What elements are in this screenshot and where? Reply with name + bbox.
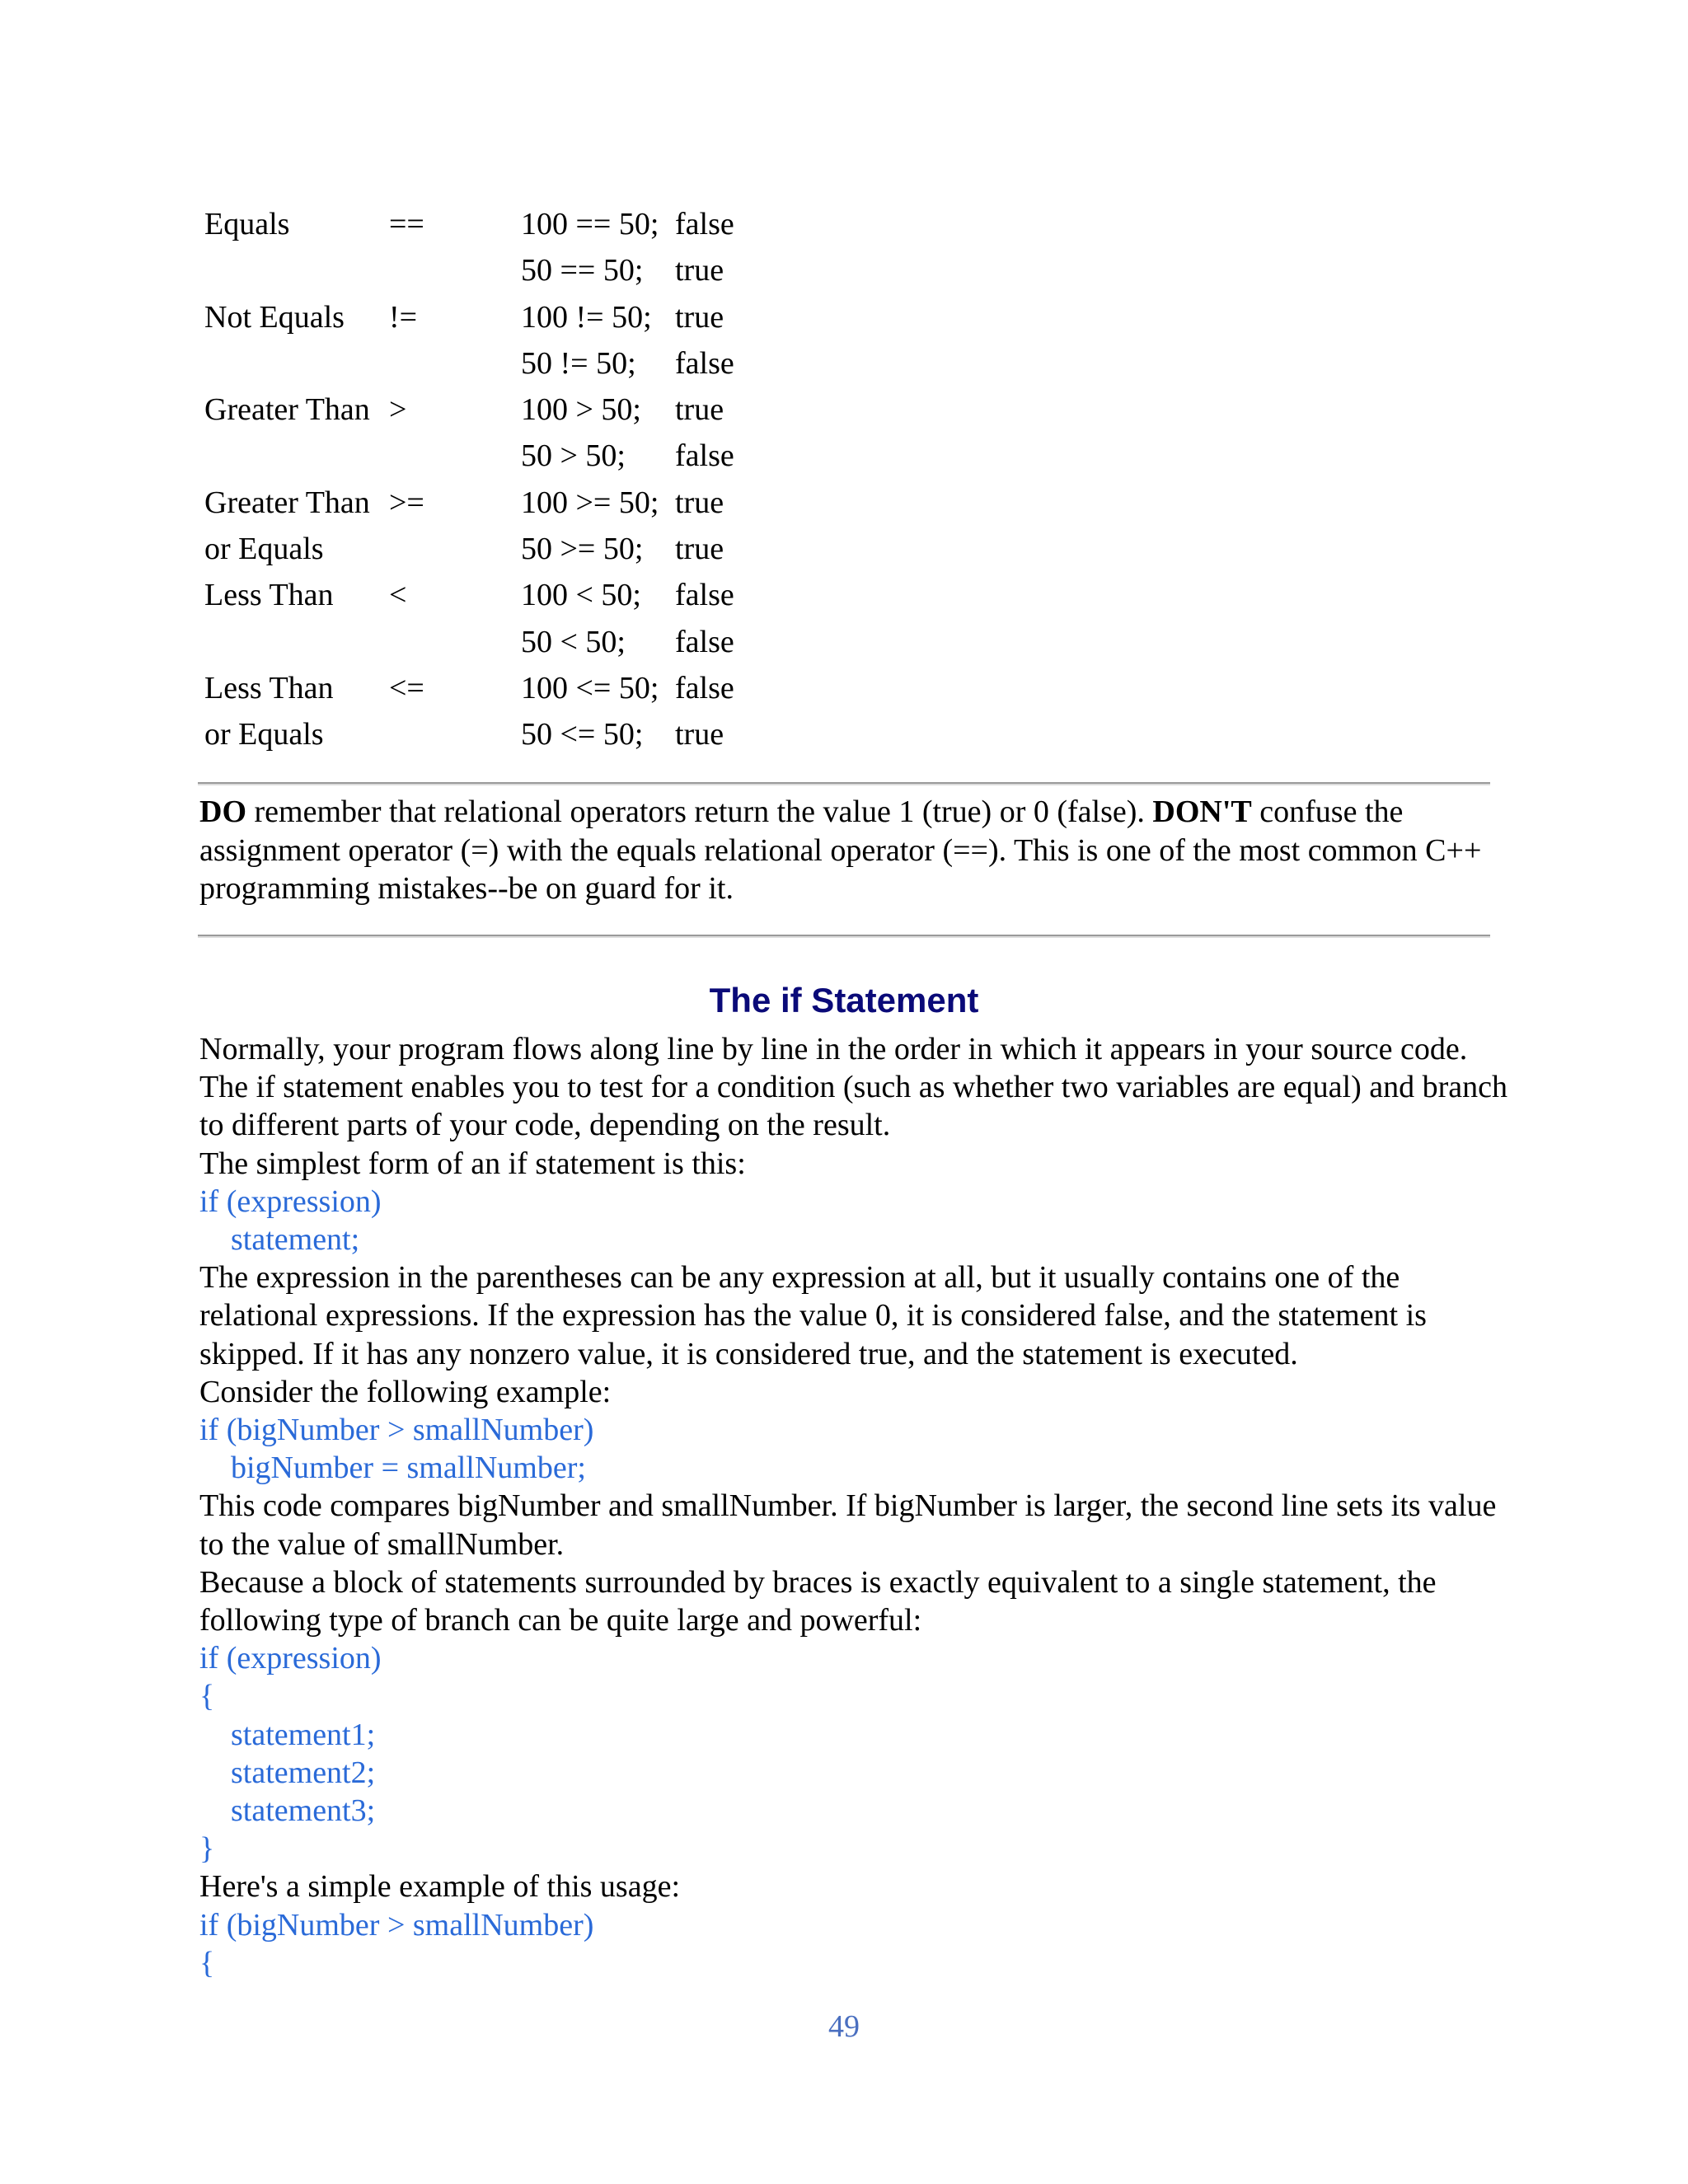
operator-symbol: <= xyxy=(389,670,424,705)
operator-result: false xyxy=(675,578,734,613)
operator-expression: 50 >= 50; xyxy=(521,532,644,567)
code-line: if (bigNumber > smallNumber) xyxy=(199,1907,594,1943)
table-row xyxy=(204,247,946,293)
table-row xyxy=(204,340,946,387)
operator-result: true xyxy=(675,485,724,520)
operator-name: Equals xyxy=(204,207,290,241)
operator-result: true xyxy=(675,253,724,288)
operator-result: false xyxy=(675,438,734,474)
operator-symbol: != xyxy=(389,299,418,335)
paragraph: The simplest form of an if statement is this: xyxy=(199,1146,746,1181)
code-line: { xyxy=(199,1679,215,1714)
operator-result: false xyxy=(675,624,734,659)
operator-expression: 100 <= 50; xyxy=(521,670,659,705)
do-text: remember that relational operators return the value 1 (true) or 0 (false). xyxy=(246,794,1153,829)
table-row xyxy=(204,526,946,572)
table-row xyxy=(204,201,946,247)
code-line: statement1; xyxy=(199,1717,376,1752)
paragraph: Normally, your program flows along line by line in the order in which it appears in your source code. The if statement enables you to test for a condition (such as whether two variables are equal) and branch to different parts of your code, depending on the result. xyxy=(199,1032,1507,1143)
do-label: DO xyxy=(199,794,246,829)
operator-expression: 50 < 50; xyxy=(521,624,626,659)
code-line: if (expression) xyxy=(199,1641,382,1676)
paragraph: The expression in the parentheses can be any expression at all, but it usually contains one of the relational expressions. If the expression has the value 0, it is considered false, and the statement is skipped. If it has any nonzero value, it is considered true, and the statement is executed. xyxy=(199,1260,1427,1371)
table-row xyxy=(204,387,946,433)
section-body xyxy=(199,1030,1510,1982)
operator-symbol: >= xyxy=(389,485,424,520)
do-dont-note xyxy=(199,793,1502,908)
code-line: } xyxy=(199,1831,215,1867)
operator-result: false xyxy=(675,670,734,705)
dont-text: confuse the assignment operator (=) with the equals relational operator (==). This is one of the most common C++ programming mistakes--be on guard for it. xyxy=(199,794,1482,906)
operator-result: false xyxy=(675,207,734,241)
operator-name: Greater Than xyxy=(204,392,370,428)
code-line: if (bigNumber > smallNumber) xyxy=(199,1413,594,1448)
operator-name: Less Than xyxy=(204,578,334,613)
operator-expression: 50 > 50; xyxy=(521,438,626,474)
operator-symbol: == xyxy=(389,207,424,241)
table-row xyxy=(204,665,946,711)
operator-expression: 50 == 50; xyxy=(521,253,644,288)
table-row xyxy=(204,619,946,665)
code-line: statement2; xyxy=(199,1755,376,1790)
operator-name: or Equals xyxy=(204,532,324,567)
operator-expression: 100 == 50; xyxy=(521,207,659,241)
table-row xyxy=(204,711,946,757)
horizontal-divider xyxy=(198,782,1490,785)
table-row xyxy=(204,433,946,479)
code-line: { xyxy=(199,1945,215,1980)
operator-name: or Equals xyxy=(204,717,324,752)
code-line: bigNumber = smallNumber; xyxy=(199,1451,586,1486)
code-line: statement; xyxy=(199,1222,360,1258)
operator-result: false xyxy=(675,345,734,381)
operator-result: true xyxy=(675,299,724,335)
operator-name: Not Equals xyxy=(204,299,345,335)
operator-expression: 50 <= 50; xyxy=(521,717,644,752)
paragraph: Here's a simple example of this usage: xyxy=(199,1869,681,1905)
table-row xyxy=(204,572,946,618)
operator-result: true xyxy=(675,717,724,752)
operator-expression: 100 < 50; xyxy=(521,578,641,613)
paragraph: Consider the following example: xyxy=(199,1374,612,1409)
operator-result: true xyxy=(675,532,724,567)
operator-expression: 100 > 50; xyxy=(521,392,641,428)
paragraph: This code compares bigNumber and smallNumber. If bigNumber is larger, the second line sets its value to the value of smallNumber. xyxy=(199,1488,1497,1562)
dont-label: DON'T xyxy=(1152,794,1252,829)
operator-symbol: > xyxy=(389,392,407,428)
operator-result: true xyxy=(675,392,724,428)
operator-symbol: < xyxy=(389,578,407,613)
operator-expression: 100 != 50; xyxy=(521,299,652,335)
code-line: statement3; xyxy=(199,1793,376,1829)
operator-expression: 100 >= 50; xyxy=(521,485,659,520)
paragraph: Because a block of statements surrounded by braces is exactly equivalent to a single statement, the following type of branch can be quite large and powerful: xyxy=(199,1564,1437,1638)
horizontal-divider xyxy=(198,935,1490,938)
table-row xyxy=(204,480,946,526)
operator-name: Greater Than xyxy=(204,485,370,520)
page-number: 49 xyxy=(828,2009,860,2044)
table-row xyxy=(204,294,946,340)
code-line: if (expression) xyxy=(199,1183,382,1219)
operator-expression: 50 != 50; xyxy=(521,345,636,381)
operator-name: Less Than xyxy=(204,670,334,705)
section-heading: The if Statement xyxy=(709,981,979,1019)
relational-operators-table xyxy=(204,201,946,758)
